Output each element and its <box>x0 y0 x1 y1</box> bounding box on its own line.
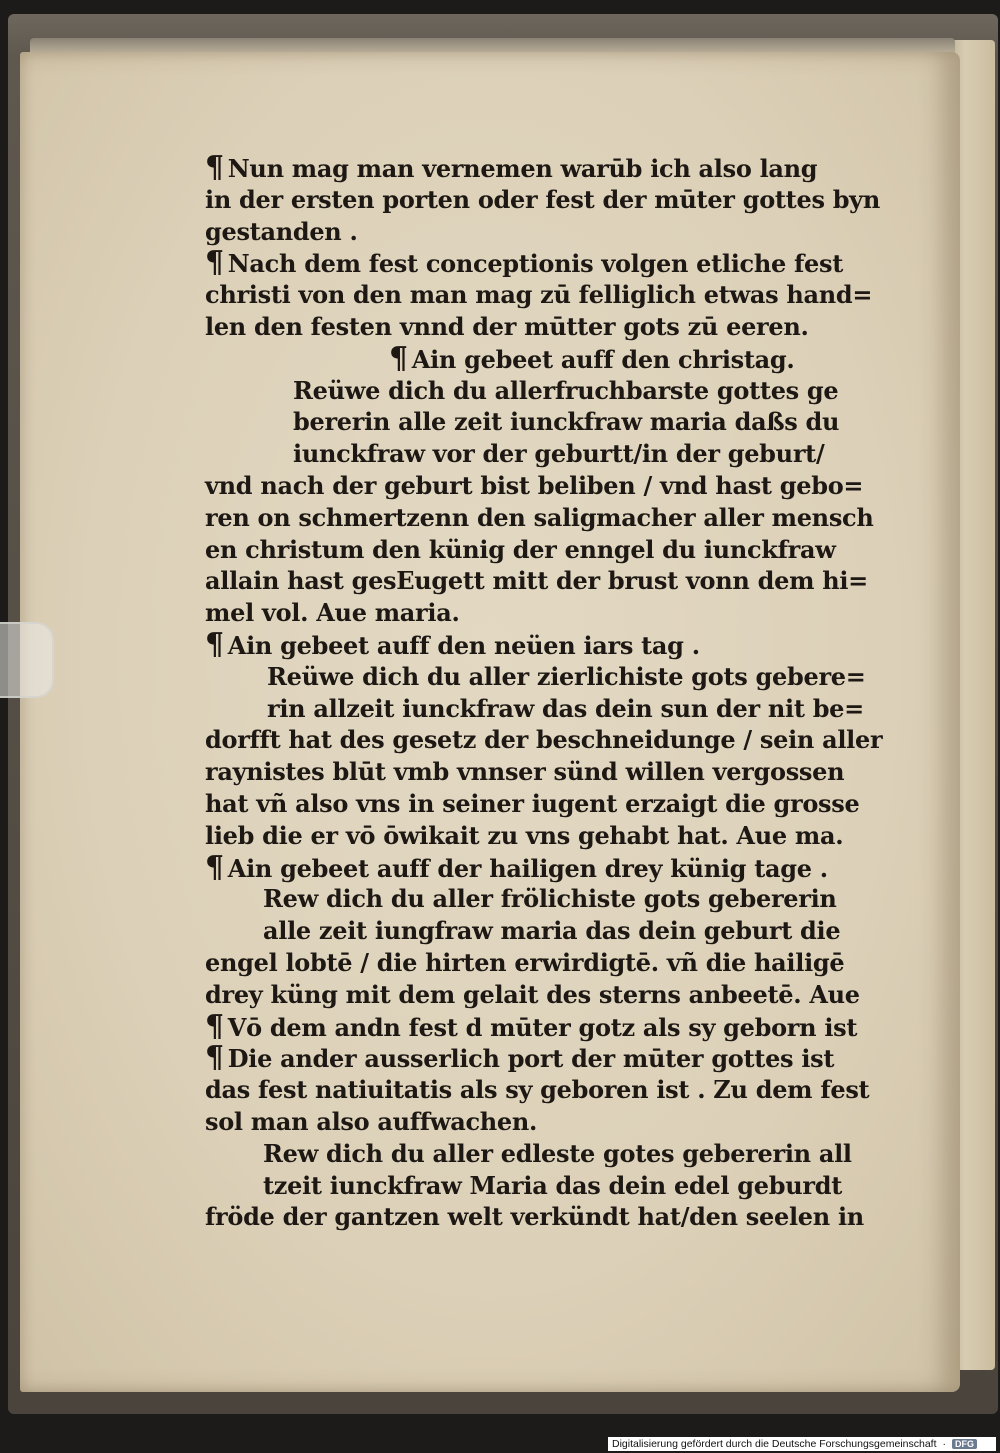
text-line <box>205 1106 855 1138</box>
text-line-content: Vō dem andn fest d mūter gotz als sy geborn ist <box>227 1012 858 1042</box>
text-line-content: dorfft hat des gesetz der beschneidunge / sein aller <box>205 725 883 755</box>
text-line <box>205 849 855 885</box>
text-line <box>205 216 855 248</box>
text-line <box>205 1074 870 1106</box>
text-line-content: hat vñ also vns in seiner iugent erzaigt die grosse <box>205 788 860 818</box>
footer-credit-text: Digitalisierung gefördert durch die Deutsche Forschungsgemeinschaft <box>612 1438 937 1450</box>
text-line-content: iunckfraw vor der geburtt/in der geburt/ <box>293 439 825 469</box>
text-line <box>205 470 864 502</box>
text-line-content: Nun mag man vernemen warūb ich also lang <box>227 154 818 183</box>
text-line-content: lieb die er vō ōwikait zu vns gehabt hat. Aue ma. <box>205 820 844 850</box>
text-line <box>205 626 855 662</box>
text-line-content: Die ander ausserlich port der mūter gottes ist <box>227 1044 835 1074</box>
text-line-content: Ain gebeet auff den christag. <box>411 344 795 374</box>
text-line-content: vnd nach der geburt bist beliben / vnd hast gebo= <box>205 470 864 500</box>
text-line-content: Rew dich du aller edleste gotes gebererin all <box>263 1138 852 1168</box>
pilcrow-icon: ¶ <box>205 626 224 662</box>
text-line <box>205 406 855 438</box>
text-line <box>205 883 855 915</box>
text-line <box>205 1042 855 1074</box>
text-line <box>205 915 855 947</box>
text-line-content: len den festen vnnd der mūtter gots zū eeren. <box>205 311 809 341</box>
text-line <box>205 152 855 184</box>
text-line-content: Ain gebeet auff den neüen iars tag . <box>227 630 700 660</box>
footer-separator: · <box>942 1438 947 1450</box>
text-line-content: engel lobtē / die hirten erwirdigtē. vñ die hailigē <box>205 947 845 977</box>
bookmark-clip <box>0 622 54 698</box>
text-line-content: raynistes blūt vmb vnnser sünd willen vergossen <box>205 757 845 787</box>
text-line <box>205 979 860 1011</box>
text-line-content: en christum den künig der enngel du iunckfraw <box>205 534 836 564</box>
text-line-content: mel vol. Aue maria. <box>205 598 460 628</box>
pilcrow-icon: ¶ <box>205 150 224 185</box>
text-line <box>205 247 855 279</box>
text-line <box>205 1008 858 1044</box>
text-line <box>205 947 855 979</box>
text-line <box>205 788 860 820</box>
text-line-content: gestanden . <box>205 216 358 246</box>
text-line <box>205 1138 855 1170</box>
text-line-content: Nach dem fest conceptionis volgen etliche fest <box>227 249 844 279</box>
text-line <box>205 184 880 216</box>
text-line-content: drey küng mit dem gelait des sterns anbeetē. Aue <box>205 979 860 1009</box>
text-line <box>205 375 855 407</box>
text-line <box>205 693 864 725</box>
text-line <box>205 820 855 852</box>
text-line <box>205 279 873 311</box>
text-line-content: in der ersten porten oder fest der mūter gottes byn <box>205 184 880 214</box>
text-line <box>205 661 866 693</box>
text-line-content: Rew dich du aller frölichiste gots gebererin <box>263 884 837 914</box>
text-line-content: ren on schmertzenn den saligmacher aller mensch <box>205 502 874 532</box>
dfg-logo: DFG <box>952 1439 977 1449</box>
text-line-content: Ain gebeet auff der hailigen drey künig tage . <box>227 853 828 883</box>
text-line-content: alle zeit iungfraw maria das dein geburt die <box>263 916 841 946</box>
text-line-content: fröde der gantzen welt verkündt hat/den seelen in <box>205 1202 864 1232</box>
text-line-content: sol man also auffwachen. <box>205 1106 538 1136</box>
text-line <box>205 502 874 534</box>
text-line-content: Reüwe dich du aller zierlichiste gots gebere= <box>267 661 866 691</box>
pilcrow-icon: ¶ <box>205 849 224 885</box>
text-line <box>205 438 855 470</box>
pilcrow-icon: ¶ <box>389 340 408 376</box>
text-line <box>205 597 855 629</box>
text-line <box>205 534 855 566</box>
text-line-content: bererin alle zeit iunckfraw maria daßs du <box>293 407 840 437</box>
text-line <box>205 1201 864 1233</box>
pilcrow-icon: ¶ <box>205 245 224 281</box>
text-line <box>205 1170 855 1202</box>
text-line-content: christi von den man mag zū felliglich etwas hand= <box>205 280 873 310</box>
text-line-content: allain hast gesEugett mitt der brust vonn dem hi= <box>205 566 868 596</box>
text-line <box>205 756 855 788</box>
text-line-content: rin allzeit iunckfraw das dein sun der nit be= <box>267 693 864 723</box>
pilcrow-icon: ¶ <box>205 1040 224 1076</box>
text-line <box>205 311 855 343</box>
pilcrow-icon: ¶ <box>205 1008 224 1044</box>
text-line-content: das fest natiuitatis als sy geboren ist . Zu dem fest <box>205 1075 870 1105</box>
text-line <box>205 565 868 597</box>
digitization-footer <box>608 1437 996 1451</box>
text-line <box>205 340 855 376</box>
printed-text-block <box>205 150 883 1233</box>
text-line <box>205 724 883 756</box>
text-line-content: tzeit iunckfraw Maria das dein edel geburdt <box>263 1170 842 1200</box>
text-line-content: Reüwe dich du allerfruchbarste gottes ge <box>293 375 839 405</box>
